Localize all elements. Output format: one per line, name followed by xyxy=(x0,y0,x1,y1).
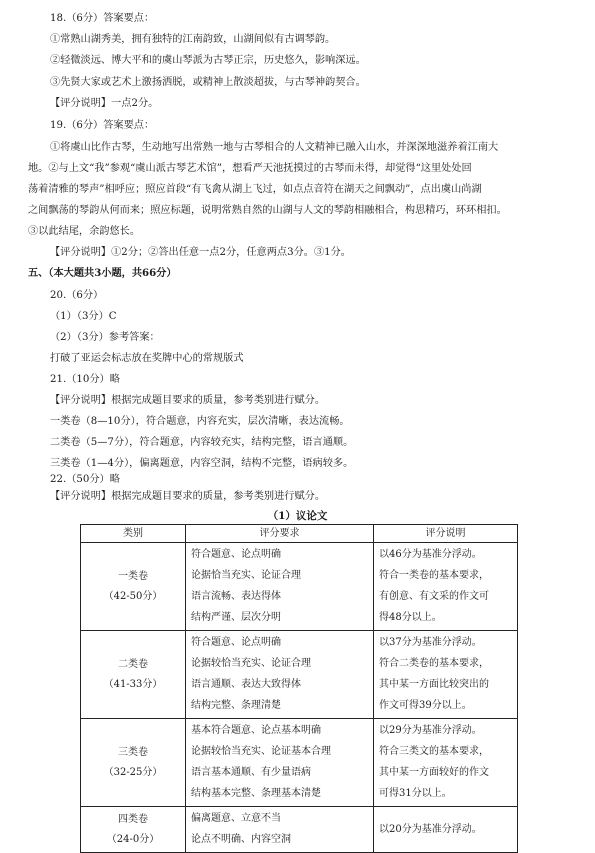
text-line: 22.（50分）略 xyxy=(50,474,120,485)
text-line: 【评分说明】①2分；②答出任意一点2分，任意两点3分。③1分。 xyxy=(50,247,351,258)
requirement-text: 论据较恰当充实、论证合理 xyxy=(191,658,311,669)
category-text: 一类卷 xyxy=(118,570,148,582)
notes-cell xyxy=(374,543,518,631)
text-line: ③以此结尾，余韵悠长。 xyxy=(28,226,141,237)
text-line: 地。②与上文“我”参观“虞山派古琴艺术馆”，想看严天池抚摸过的古琴而未得，却觉得“这里处处回 xyxy=(28,163,472,174)
text-line: （2）（3分）参考答案： xyxy=(50,332,160,343)
text-line: 二类卷（5—7分），符合题意，内容较充实，结构完整，语言通顺。 xyxy=(50,437,354,448)
header-category: 类别 xyxy=(81,525,186,543)
text-line: 一类卷（8—10分），符合题意，内容充实，层次清晰，表达流畅。 xyxy=(50,416,350,427)
note-text: 其中某一方面较好的作文 xyxy=(379,767,489,778)
table-header-row xyxy=(81,525,518,543)
category-text: 四类卷 xyxy=(118,813,148,825)
header-notes: 评分说明 xyxy=(374,525,518,543)
category-cell xyxy=(81,543,186,631)
note-text: 得48分以上。 xyxy=(379,612,442,623)
table-title: （1）议论文 xyxy=(267,510,328,522)
note-text: 以29分为基准分浮动。 xyxy=(379,725,482,736)
requirement-text: 结构基本完整、条理基本清楚 xyxy=(191,788,321,799)
requirements-cell xyxy=(186,807,374,853)
table-row xyxy=(81,543,518,631)
requirement-text: 论点不明确、内容空洞 xyxy=(191,834,291,845)
text-line: 打破了亚运会标志放在奖牌中心的常规版式 xyxy=(50,353,244,364)
notes-cell xyxy=(374,719,518,807)
requirement-text: 基本符合题意、论点基本明确 xyxy=(191,725,321,736)
text-line: 21.（10分）略 xyxy=(50,374,120,385)
note-text: 作文可得39分以上。 xyxy=(379,700,472,711)
note-text: 以37分为基准分浮动。 xyxy=(379,637,482,648)
requirement-text: 语言通顺、表达大致得体 xyxy=(191,679,301,690)
text-line: 之间飘荡的琴韵从何而来；照应标题，说明常熟自然的山湖与人文的琴韵相融相合，构思精巧，环环相扣。 xyxy=(28,205,507,216)
notes-cell xyxy=(374,807,518,853)
note-text: 符合二类卷的基本要求， xyxy=(379,658,489,669)
category-text: 三类卷 xyxy=(118,746,148,758)
text-line: 三类卷（1—4分），偏离题意，内容空洞，结构不完整，语病较多。 xyxy=(50,458,354,469)
requirement-text: 符合题意、论点明确 xyxy=(191,637,281,648)
requirement-text: 偏离题意、立意不当 xyxy=(191,813,281,824)
note-text: 以20分为基准分浮动。 xyxy=(379,823,482,835)
note-text: 以46分为基准分浮动。 xyxy=(379,549,482,560)
requirements-cell xyxy=(186,719,374,807)
note-text: 符合一类卷的基本要求， xyxy=(379,570,489,581)
category-text: （42-50分） xyxy=(103,590,163,602)
note-text: 可得31分以上。 xyxy=(379,788,452,799)
category-text: 二类卷 xyxy=(118,658,148,670)
text-line: 五、（本大题共3小题，共66分） xyxy=(28,267,177,279)
note-text: 有创意、有文采的作文可 xyxy=(379,591,489,602)
text-line: 【评分说明】根据完成题目要求的质量，参考类别进行赋分。 xyxy=(50,491,326,502)
text-line: 20.（6分） xyxy=(50,290,104,301)
requirements-cell xyxy=(186,543,374,631)
requirements-cell xyxy=(186,631,374,719)
category-cell xyxy=(81,631,186,719)
category-text: （24-0分） xyxy=(106,833,160,845)
requirement-text: 语言流畅、表达得体 xyxy=(191,591,281,602)
grading-table xyxy=(80,524,518,853)
requirement-text: 符合题意、论点明确 xyxy=(191,549,281,560)
category-text: （32-25分） xyxy=(103,766,163,778)
table-row xyxy=(81,807,518,853)
notes-cell xyxy=(374,631,518,719)
header-requirements: 评分要求 xyxy=(186,525,374,543)
text-line: 18.（6分）答案要点： xyxy=(50,13,155,24)
requirement-text: 论据恰当充实、论证合理 xyxy=(191,570,301,581)
requirement-text: 论据较恰当充实、论证基本合理 xyxy=(191,746,331,757)
requirement-text: 语言基本通顺、有少量语病 xyxy=(191,767,311,778)
text-line: ①将虞山比作古琴，生动地写出常熟一地与古琴相合的人文精神已融入山水，并深深地滋养着江南大 xyxy=(50,142,499,153)
text-line: ③先贤大家或艺术上激扬洒脱，或精神上散淡超拔，与古琴神韵契合。 xyxy=(50,77,366,88)
requirement-text: 结构完整、条理清楚 xyxy=(191,700,281,711)
text-line: ②轻微淡远、博大平和的虞山琴派为古琴正宗，历史悠久，影响深远。 xyxy=(50,55,366,66)
text-line: ①常熟山湖秀美，拥有独特的江南韵致，山湖间似有古调琴韵。 xyxy=(50,34,336,45)
table-row xyxy=(81,719,518,807)
category-text: （41-33分） xyxy=(103,678,163,690)
text-line: 【评分说明】根据完成题目要求的质量，参考类别进行赋分。 xyxy=(50,395,326,406)
category-cell xyxy=(81,807,186,853)
note-text: 符合三类文的基本要求， xyxy=(379,746,489,757)
text-line: 【评分说明】一点2分。 xyxy=(50,98,159,109)
text-line: 荡着清雅的琴声”相呼应；照应首段“有飞禽从湖上飞过，如点点音符在湖天之间飘动”，点出虞山尚湖 xyxy=(28,184,482,195)
table-row xyxy=(81,631,518,719)
note-text: 其中某一方面比较突出的 xyxy=(379,679,489,690)
requirement-text: 结构严谨、层次分明 xyxy=(191,612,281,623)
text-line: 19.（6分）答案要点： xyxy=(50,120,155,131)
category-cell xyxy=(81,719,186,807)
text-line: （1）（3分）C xyxy=(50,311,117,322)
